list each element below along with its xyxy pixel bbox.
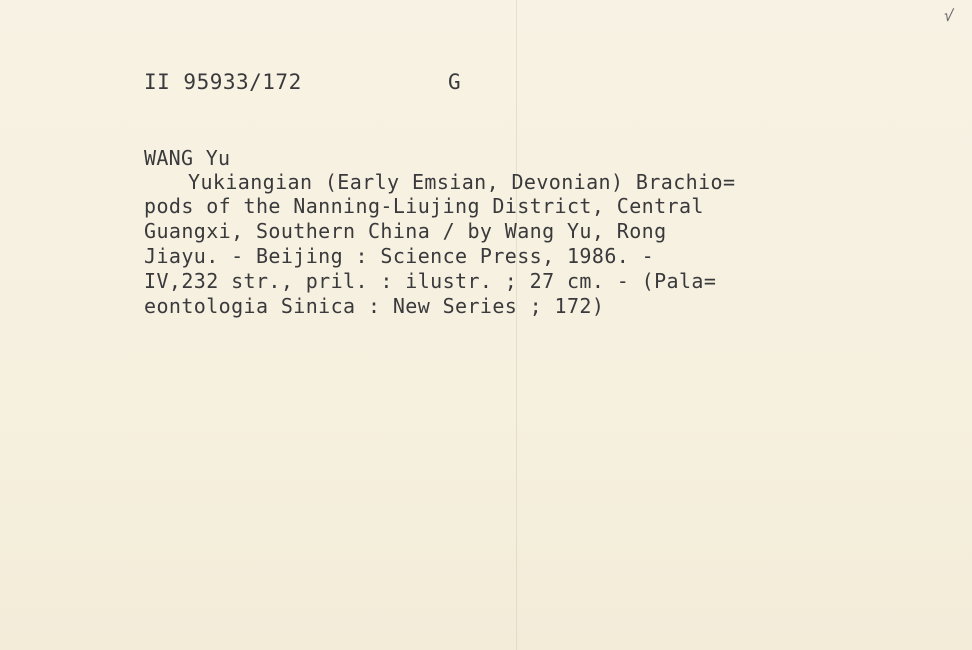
- description-line-3: Guangxi, Southern China / by Wang Yu, Rong: [144, 219, 667, 243]
- author-heading: WANG Yu: [144, 146, 231, 170]
- check-mark: √: [942, 5, 955, 26]
- location-code: G: [448, 70, 461, 94]
- card-fold-line: [516, 0, 517, 650]
- description-line-2: pods of the Nanning-Liujing District, Central: [144, 194, 704, 218]
- description-line-1: Yukiangian (Early Emsian, Devonian) Brachio=: [188, 170, 736, 194]
- description-line-4: Jiayu. - Beijing : Science Press, 1986. -: [144, 244, 655, 268]
- call-number: II 95933/172: [144, 70, 302, 94]
- description-line-5: IV,232 str., pril. : ilustr. ; 27 cm. - (Pala=: [144, 269, 717, 293]
- description-line-6: eontologia Sinica : New Series ; 172): [144, 294, 605, 318]
